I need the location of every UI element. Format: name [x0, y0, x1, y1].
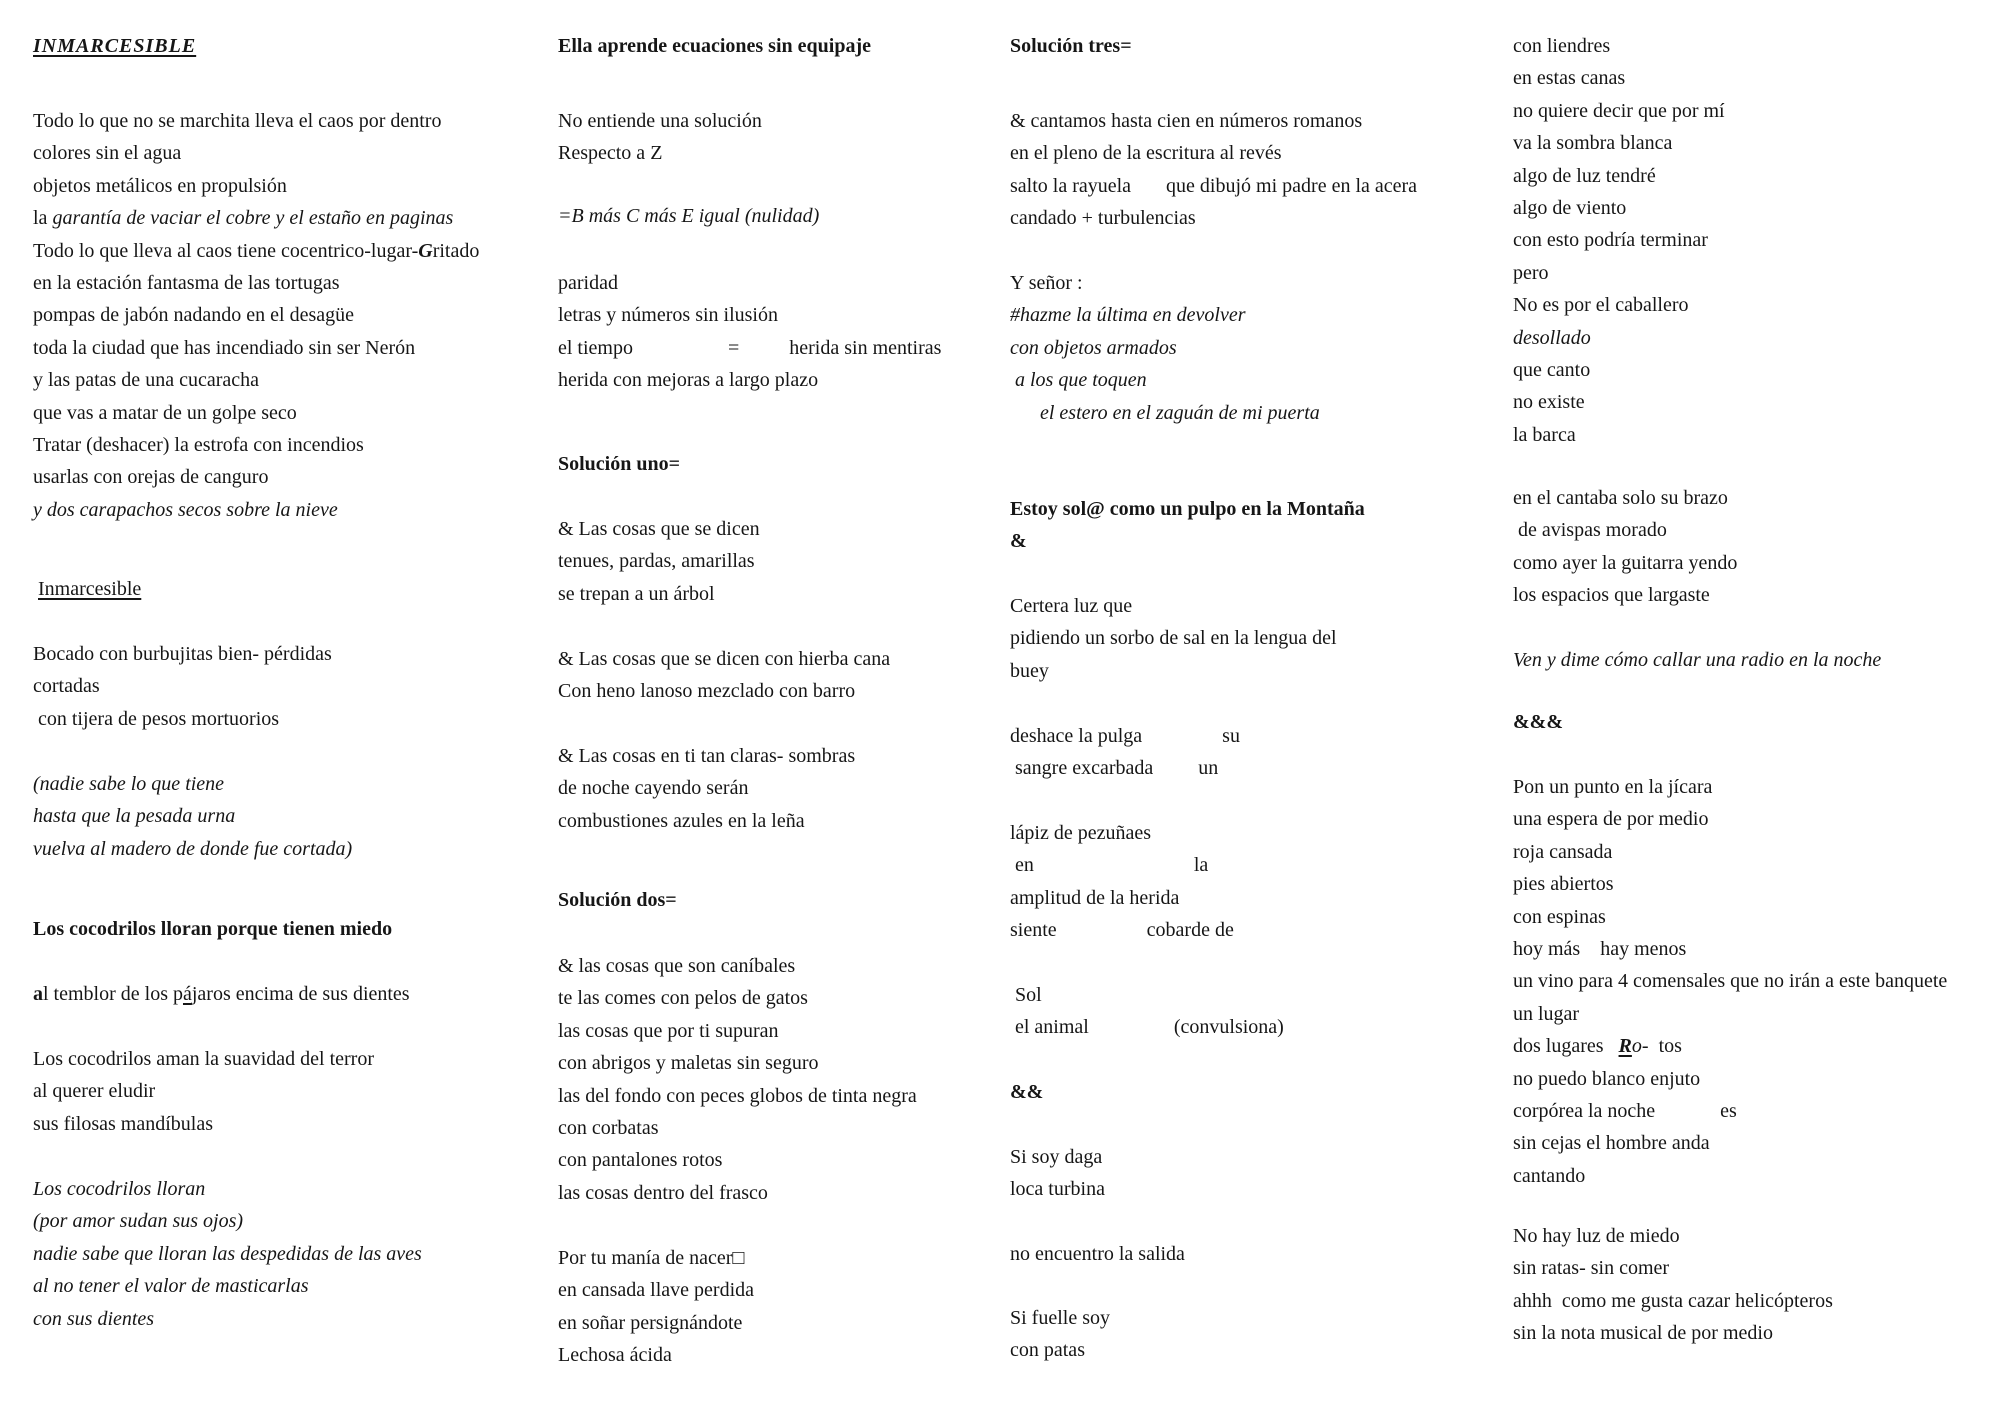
- stanza-certera-luz: [1010, 590, 1337, 687]
- text-segment: sin cejas el hombre anda: [1513, 1132, 1710, 1155]
- text-segment: no encuentro la salida: [1010, 1243, 1185, 1265]
- poem-line: [558, 137, 762, 169]
- text-segment: las cosas dentro del frasco: [558, 1181, 768, 1204]
- text-segment: las cosas que por ti supuran: [558, 1019, 779, 1042]
- text-segment: Los cocodrilos aman la suavidad del terror: [33, 1048, 374, 1070]
- poem-line: [33, 1303, 422, 1335]
- text-segment: Respecto a Z: [558, 142, 663, 165]
- poem-line: [1010, 882, 1234, 914]
- text-segment: y dos carapachos secos sobre la nieve: [33, 498, 338, 521]
- poem-line: [33, 573, 141, 605]
- poem-line: [1010, 137, 1417, 169]
- text-segment: candado + turbulencias: [1010, 207, 1196, 230]
- text-segment: combustiones azules en la leña: [558, 809, 805, 832]
- poem-line: [558, 448, 680, 480]
- poem-line: [558, 740, 855, 772]
- poem-line: [33, 105, 479, 137]
- text-segment: como ayer la guitarra yendo: [1513, 551, 1738, 574]
- text-segment: en la estación fantasma de las tortugas: [33, 271, 340, 294]
- poem-line: [1010, 849, 1234, 881]
- poem-line: [33, 202, 479, 234]
- poem-line: [33, 1075, 374, 1107]
- heading-solucion-dos: [558, 884, 677, 916]
- poem-line: [558, 267, 941, 299]
- poem-line: [33, 429, 479, 461]
- text-segment: con abrigos y maletas sin seguro: [558, 1052, 819, 1075]
- poem-line: [558, 1015, 917, 1047]
- text-segment: jaros encima de sus dientes: [191, 983, 410, 1005]
- stanza-y-senor: [1010, 267, 1320, 429]
- text-segment: lápiz de pezuñaes: [1010, 822, 1152, 844]
- poem-line: [1010, 1302, 1110, 1334]
- poem-line: [1010, 655, 1337, 687]
- text-segment: a: [33, 983, 43, 1005]
- poem-line: [1010, 914, 1234, 946]
- text-segment: objetos metálicos en propulsión: [33, 174, 287, 197]
- poem-line: [1513, 1220, 1833, 1252]
- poem-line: [1513, 354, 1725, 386]
- poem-line: [1010, 364, 1320, 396]
- text-segment: Lechosa ácida: [558, 1344, 672, 1367]
- text-segment: hoy más hay menos: [1513, 937, 1687, 960]
- poem-line: [1010, 1011, 1284, 1043]
- text-segment: & Las cosas que se dicen: [558, 518, 760, 540]
- text-segment: la barca: [1513, 423, 1576, 446]
- text-segment: No hay luz de miedo: [1513, 1225, 1680, 1247]
- poem-line: [558, 1177, 917, 1209]
- underlined-letter: á: [182, 983, 192, 1005]
- poem-line: [33, 461, 479, 493]
- poem-line: [558, 1274, 754, 1306]
- poem-line: [1010, 397, 1320, 429]
- text-segment: ahhh como me gusta cazar helicópteros: [1513, 1289, 1833, 1312]
- poem-line: [558, 805, 855, 837]
- poem-line: [33, 1270, 422, 1302]
- text-segment: con espinas: [1513, 905, 1606, 928]
- poem-line: [1010, 525, 1365, 557]
- text-segment: pero: [1513, 261, 1549, 284]
- text-segment: la: [33, 207, 53, 230]
- text-segment: en la: [1010, 854, 1209, 877]
- text-segment: un lugar: [1513, 1002, 1580, 1025]
- poem-line: [1010, 202, 1417, 234]
- text-segment: con corbatas: [558, 1116, 659, 1139]
- text-segment: va la sombra blanca: [1513, 132, 1673, 155]
- heading-ella-aprende: [558, 30, 871, 62]
- stanza-pon-un-punto: [1513, 771, 1947, 1192]
- poem-line: [33, 913, 392, 945]
- text-segment: Solución dos=: [558, 889, 677, 911]
- text-segment: Ella aprende ecuaciones sin equipaje: [558, 35, 871, 57]
- poem-line: [1010, 267, 1320, 299]
- poem-line: [1513, 1095, 1947, 1127]
- text-segment: pompas de jabón nadando en el desagüe: [33, 304, 355, 327]
- poem-line: [33, 235, 479, 267]
- poem-line: [1513, 706, 1563, 738]
- text-segment: corpórea la noche es: [1513, 1099, 1737, 1122]
- text-segment: Ven y dime cómo callar una radio en la noche: [1513, 649, 1882, 671]
- text-segment: pidiendo un sorbo de sal en la lengua del: [1010, 627, 1337, 650]
- text-segment: con esto podría terminar: [1513, 229, 1708, 252]
- text-segment: no existe: [1513, 391, 1585, 414]
- text-segment: =B más C más E igual (nulidad): [558, 205, 820, 227]
- poem-line: [33, 1238, 422, 1270]
- poem-line: [33, 1043, 374, 1075]
- text-segment: Sol: [1010, 984, 1042, 1006]
- stanza-las-cosas-3: [558, 740, 855, 837]
- stanza-cocodrilos-lloran: [33, 1173, 422, 1335]
- poem-line: [1010, 30, 1132, 62]
- poem-line: [558, 1047, 917, 1079]
- text-segment: cantando: [1513, 1164, 1586, 1187]
- stanza-no-hay-luz: [1513, 1220, 1833, 1350]
- text-segment: Todo lo que no se marchita lleva el caos por dentro: [33, 110, 442, 132]
- text-segment: un vino para 4 comensales que no irán a este banquete: [1513, 970, 1948, 993]
- text-segment: al no tener el valor de masticarlas: [33, 1275, 309, 1298]
- stanza-al-temblor: [33, 978, 410, 1010]
- text-segment: G: [418, 239, 433, 262]
- heading-solucion-uno: [558, 448, 680, 480]
- text-segment: no quiere decir que por mí: [1513, 99, 1725, 122]
- poem-line: [558, 332, 941, 364]
- poem-line: [1010, 720, 1240, 752]
- text-segment: Solución uno=: [558, 453, 681, 475]
- text-segment: (nadie sabe lo que tiene: [33, 773, 225, 795]
- poem-line: [1513, 1160, 1947, 1192]
- title-inmarcesible: [33, 30, 196, 62]
- stanza-paridad: [558, 267, 941, 397]
- poem-line: [558, 105, 762, 137]
- text-segment: el tiempo = herida sin mentiras: [558, 336, 942, 359]
- text-segment: loca turbina: [1010, 1178, 1105, 1201]
- poem-line: [1513, 289, 1725, 321]
- poem-line: [33, 800, 352, 832]
- poem-line: [1010, 1238, 1185, 1270]
- heading-ampersand-2: [1010, 1076, 1043, 1108]
- stanza-por-tu-mania: [558, 1242, 754, 1372]
- text-segment: Certera luz que: [1010, 595, 1133, 617]
- poem-line: [558, 30, 871, 62]
- text-segment: Y señor :: [1010, 272, 1083, 294]
- text-segment: garantía de vaciar el cobre y el estaño en paginas: [52, 207, 454, 230]
- poem-line: [1010, 299, 1320, 331]
- text-segment: No entiende una solución: [558, 110, 762, 132]
- text-segment: herida con mejoras a largo plazo: [558, 369, 819, 392]
- text-segment: en el cantaba solo su brazo: [1513, 487, 1728, 509]
- poem-line: [1513, 1317, 1833, 1349]
- text-segment: & Las cosas en ti tan claras- sombras: [558, 745, 856, 767]
- text-segment: #hazme la última en devolver: [1010, 304, 1246, 327]
- text-segment: Solución tres=: [1010, 35, 1132, 57]
- text-segment: nadie sabe que lloran las despedidas de las aves: [33, 1242, 422, 1265]
- text-segment: en cansada llave perdida: [558, 1279, 755, 1302]
- poem-line: [1010, 1076, 1043, 1108]
- text-segment: Con heno lanoso mezclado con barro: [558, 680, 856, 703]
- poem-line: [1513, 1252, 1833, 1284]
- poem-line: [33, 170, 479, 202]
- poem-line: [33, 670, 332, 702]
- poem-line: [558, 1242, 754, 1274]
- poem-line: [1513, 836, 1947, 868]
- text-segment: con patas: [1010, 1339, 1085, 1362]
- text-segment: (por amor sudan sus ojos): [33, 1210, 244, 1233]
- text-segment: las del fondo con peces globos de tinta negra: [558, 1084, 917, 1107]
- text-segment: colores sin el agua: [33, 142, 182, 165]
- text-segment: una espera de por medio: [1513, 808, 1709, 831]
- poem-line: [1513, 771, 1947, 803]
- poem-line: [33, 703, 332, 735]
- poem-line: [1513, 547, 1737, 579]
- poem-line: [558, 884, 677, 916]
- poem-line: [1513, 644, 1881, 676]
- poem-line: [558, 545, 760, 577]
- heading-estoy-sol: [1010, 493, 1365, 558]
- text-segment: &&: [1010, 1081, 1044, 1103]
- poem-line: [1513, 901, 1947, 933]
- poem-line: [1010, 817, 1234, 849]
- poem-line: [1010, 332, 1320, 364]
- poem-line: [33, 1108, 374, 1140]
- text-segment: o-: [1631, 1035, 1649, 1058]
- text-segment: paridad: [558, 272, 618, 294]
- stanza-deshace: [1010, 720, 1240, 785]
- poem-line: [558, 950, 917, 982]
- poem-line: [1513, 95, 1725, 127]
- stanza-con-liendres: [1513, 30, 1725, 451]
- text-segment: &&&: [1513, 711, 1563, 733]
- poem-line: [1513, 1063, 1947, 1095]
- stanza-en-el-cantaba: [1513, 482, 1737, 612]
- text-segment: al querer eludir: [33, 1080, 156, 1103]
- poem-line: [558, 299, 941, 331]
- text-segment: cortadas: [33, 675, 100, 698]
- subheading-inmarcesible: [33, 573, 141, 605]
- text-segment: vuelva al madero de donde fue cortada): [33, 837, 353, 860]
- text-segment: sin la nota musical de por medio: [1513, 1322, 1773, 1345]
- text-segment: y las patas de una cucaracha: [33, 369, 259, 392]
- poem-line: [558, 1112, 917, 1144]
- poem-line: [33, 30, 196, 62]
- stanza-nadie-sabe: [33, 768, 352, 865]
- text-segment: los espacios que largaste: [1513, 584, 1710, 607]
- text-segment: amplitud de la herida: [1010, 886, 1180, 909]
- text-segment: INMARCESIBLE: [33, 35, 197, 57]
- poem-line: [558, 364, 941, 396]
- poem-line: [558, 578, 760, 610]
- poem-line: [33, 397, 479, 429]
- stanza-lapiz: [1010, 817, 1234, 947]
- poem-line: [1513, 1030, 1947, 1062]
- stanza-canibales: [558, 950, 917, 1209]
- poem-line: [1513, 62, 1725, 94]
- text-segment: con objetos armados: [1010, 336, 1177, 359]
- poem-line: [33, 638, 332, 670]
- poem-line: [1513, 933, 1947, 965]
- poem-line: [1513, 868, 1947, 900]
- poem-line: [1513, 192, 1725, 224]
- stanza-b-mas-c: [558, 200, 819, 232]
- poem-line: [1010, 170, 1417, 202]
- stanza-ven-y-dime: [1513, 644, 1881, 676]
- poem-line: [33, 494, 479, 526]
- poem-line: [1513, 803, 1947, 835]
- text-segment: pies abiertos: [1513, 873, 1614, 896]
- text-segment: ritado: [432, 239, 480, 262]
- poem-line: [1513, 998, 1947, 1030]
- poem-line: [558, 1339, 754, 1371]
- stanza-bocado: [33, 638, 332, 735]
- text-segment: con sus dientes: [33, 1307, 155, 1330]
- text-segment: te las comes con pelos de gatos: [558, 987, 808, 1010]
- poem-line: [558, 982, 917, 1014]
- poem-line: [1010, 752, 1240, 784]
- text-segment: desollado: [1513, 326, 1591, 349]
- text-segment: deshace la pulga su: [1010, 725, 1240, 747]
- poem-line: [33, 364, 479, 396]
- heading-cocodrilos: [33, 913, 392, 945]
- poem-line: [1513, 224, 1725, 256]
- poem-line: [1513, 419, 1725, 451]
- text-segment: tos: [1648, 1035, 1682, 1058]
- poem-line: [33, 768, 352, 800]
- text-segment: No es por el caballero: [1513, 294, 1689, 317]
- text-segment: Todo lo que lleva al caos tiene cocentrico-lugar-: [33, 239, 419, 262]
- stanza-cantamos: [1010, 105, 1417, 235]
- text-segment: se trepan a un árbol: [558, 582, 715, 605]
- text-segment: sin ratas- sin comer: [1513, 1257, 1670, 1280]
- text-segment: Pon un punto en la jícara: [1513, 776, 1713, 798]
- poem-line: [1513, 257, 1725, 289]
- text-segment: Si soy daga: [1010, 1146, 1103, 1168]
- poem-line: [1010, 979, 1284, 1011]
- text-segment: Si fuelle soy: [1010, 1307, 1110, 1329]
- text-segment: buey: [1010, 659, 1049, 682]
- stanza-sol-animal: [1010, 979, 1284, 1044]
- poem-line: [33, 332, 479, 364]
- text-segment: con tijera de pesos mortuorios: [33, 707, 280, 730]
- text-segment: en soñar persignándote: [558, 1311, 743, 1334]
- poem-line: [1513, 386, 1725, 418]
- text-segment: &: [1010, 530, 1027, 553]
- text-segment: tenues, pardas, amarillas: [558, 550, 755, 573]
- text-segment: & las cosas que son caníbales: [558, 955, 796, 977]
- text-segment: usarlas con orejas de canguro: [33, 466, 269, 489]
- poem-line: [1513, 1127, 1947, 1159]
- text-segment: dos lugares: [1513, 1035, 1619, 1058]
- poem-line: [558, 513, 760, 545]
- text-segment: siente cobarde de: [1010, 919, 1234, 942]
- poem-line: [1010, 1141, 1105, 1173]
- text-segment: en estas canas: [1513, 67, 1626, 90]
- text-segment: en el pleno de la escritura al revés: [1010, 142, 1282, 165]
- poem-line: [1010, 105, 1417, 137]
- poem-line: [1010, 1173, 1105, 1205]
- text-segment: & cantamos hasta cien en números romanos: [1010, 110, 1363, 132]
- poem-line: [1010, 493, 1365, 525]
- text-segment: Los cocodrilos lloran porque tienen miedo: [33, 918, 393, 940]
- heading-ampersand-3: [1513, 706, 1563, 738]
- poem-line: [33, 137, 479, 169]
- text-segment: l temblor de los p: [43, 983, 183, 1005]
- poem-line: [1513, 322, 1725, 354]
- text-segment: Bocado con burbujitas bien- pérdidas: [33, 643, 332, 665]
- stanza-no-encuentro: [1010, 1238, 1185, 1270]
- text-segment: Estoy sol@ como un pulpo en la Montaña: [1010, 498, 1365, 520]
- poem-line: [1513, 1285, 1833, 1317]
- text-segment: el animal (convulsiona): [1010, 1016, 1284, 1039]
- text-segment: toda la ciudad que has incendiado sin ser Nerón: [33, 336, 416, 359]
- poem-line: [558, 1080, 917, 1112]
- poem-line: [1513, 514, 1737, 546]
- poem-line: [1010, 1334, 1110, 1366]
- stanza-las-cosas-1: [558, 513, 760, 610]
- text-segment: de avispas morado: [1513, 519, 1667, 542]
- text-segment: Tratar (deshacer) la estrofa con incendios: [33, 433, 364, 456]
- text-segment: que canto: [1513, 358, 1591, 381]
- text-segment: hasta que la pesada urna: [33, 805, 236, 828]
- stanza-no-entiende: [558, 105, 762, 170]
- text-segment: de noche cayendo serán: [558, 777, 749, 800]
- poem-line: [1513, 127, 1725, 159]
- poem-line: [33, 1173, 422, 1205]
- stanza-todo-lo-que: [33, 105, 479, 526]
- text-segment: con pantalones rotos: [558, 1149, 723, 1172]
- poem-line: [558, 1144, 917, 1176]
- text-segment: Por tu manía de nacer□: [558, 1247, 745, 1269]
- poem-line: [558, 643, 890, 675]
- text-segment: con liendres: [1513, 35, 1611, 57]
- poem-line: [1513, 965, 1947, 997]
- text-segment: roja cansada: [1513, 840, 1613, 863]
- text-segment: sus filosas mandíbulas: [33, 1112, 213, 1135]
- poem-line: [33, 267, 479, 299]
- stanza-las-cosas-2: [558, 643, 890, 708]
- poem-line: [558, 675, 890, 707]
- poem-line: [33, 833, 352, 865]
- text-segment: letras y números sin ilusión: [558, 304, 778, 327]
- text-segment: Los cocodrilos lloran: [33, 1178, 206, 1200]
- text-segment: Inmarcesible: [38, 578, 142, 600]
- stanza-si-fuelle: [1010, 1302, 1110, 1367]
- text-segment: algo de luz tendré: [1513, 164, 1656, 187]
- stanza-si-soy-daga: [1010, 1141, 1105, 1206]
- underlined-letter: R: [1618, 1035, 1632, 1058]
- text-segment: algo de viento: [1513, 196, 1627, 219]
- heading-solucion-tres: [1010, 30, 1132, 62]
- stanza-cocodrilos-aman: [33, 1043, 374, 1140]
- poem-line: [33, 299, 479, 331]
- poem-line: [558, 772, 855, 804]
- poem-line: [1010, 590, 1337, 622]
- poem-line: [1513, 30, 1725, 62]
- poem-line: [33, 978, 410, 1010]
- text-segment: el estero en el zaguán de mi puerta: [1010, 401, 1320, 424]
- poem-line: [1513, 160, 1725, 192]
- poem-line: [1010, 622, 1337, 654]
- poem-line: [558, 200, 819, 232]
- text-segment: & Las cosas que se dicen con hierba cana: [558, 648, 891, 670]
- text-segment: salto la rayuela que dibujó mi padre en la acera: [1010, 174, 1418, 197]
- poem-line: [558, 1307, 754, 1339]
- poem-line: [33, 1205, 422, 1237]
- text-segment: a los que toquen: [1010, 369, 1147, 392]
- text-segment: que vas a matar de un golpe seco: [33, 401, 297, 424]
- text-segment: sangre excarbada un: [1010, 757, 1219, 780]
- text-segment: no puedo blanco enjuto: [1513, 1067, 1701, 1090]
- poem-line: [1513, 579, 1737, 611]
- poem-line: [1513, 482, 1737, 514]
